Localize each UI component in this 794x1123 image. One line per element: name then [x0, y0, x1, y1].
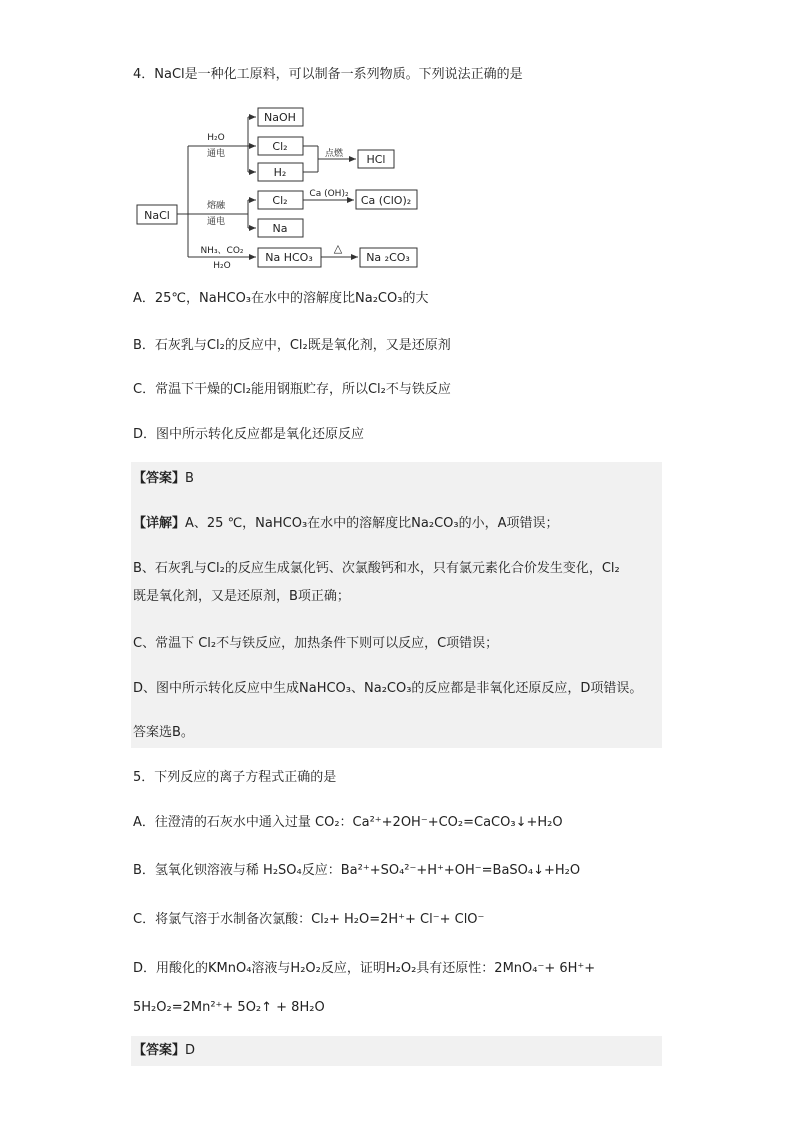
q5-answer-label: 【答案】 — [133, 1043, 186, 1058]
q5-option-d1: D．用酸化的KMnO₄溶液与H₂O₂反应，证明H₂O₂具有还原性：2MnO₄⁻+ 6H⁺+ — [133, 961, 596, 976]
q4-option-b: B．石灰乳与Cl₂的反应中，Cl₂既是氧化剂，又是还原剂 — [133, 338, 451, 353]
cond2-bottom: 通电 — [206, 217, 226, 227]
hcl-label: HCl — [366, 153, 386, 166]
q5-answer — [133, 1042, 195, 1060]
cond3-bottom: H₂O — [213, 261, 231, 271]
reaction-diagram — [0, 0, 794, 300]
q5-option-b: B．氢氧化钡溶液与稀 H₂SO₄反应：Ba²⁺+SO₄²⁻+H⁺+OH⁻=BaSO₄↓+H₂O — [133, 863, 581, 878]
cond3-top: NH₃、CO₂ — [200, 246, 244, 256]
ignite-label: 点燃 — [324, 149, 344, 159]
naoh-label: NaOH — [264, 111, 296, 124]
q5-option-c: C．将氯气溶于水制备次氯酸：Cl₂+ H₂O=2H⁺+ Cl⁻+ ClO⁻ — [133, 912, 485, 927]
cond1-bottom: 通电 — [206, 149, 226, 159]
na2co3-label: Na ₂CO₃ — [366, 251, 410, 264]
q4-answer — [133, 470, 194, 488]
answer-value: B — [185, 471, 194, 486]
q4-option-d: D．图中所示转化反应都是氧化还原反应 — [133, 427, 365, 442]
q4-option-a: A．25℃，NaHCO₃在水中的溶解度比Na₂CO₃的大 — [133, 291, 429, 306]
q4-detail-d: D、图中所示转化反应中生成NaHCO₃、Na₂CO₃的反应都是非氧化还原反应，D项错误。 — [133, 681, 643, 696]
answer-label: 【答案】 — [133, 471, 186, 486]
q4-detail-a — [133, 515, 559, 533]
q4-final: 答案选B。 — [133, 725, 194, 740]
q4-option-c: C．常温下干燥的Cl₂能用钢瓶贮存，所以Cl₂不与铁反应 — [133, 382, 451, 397]
na-label: Na — [272, 222, 288, 235]
q4-stem: 4．NaCl是一种化工原料，可以制备一系列物质。下列说法正确的是 — [133, 67, 523, 82]
q5-answer-block — [131, 1036, 662, 1066]
cond2-top: 熔融 — [206, 201, 226, 211]
cl2-label-b: Cl₂ — [272, 194, 288, 207]
q4-detail-c: C、常温下 Cl₂不与铁反应，加热条件下则可以反应，C项错误； — [133, 636, 499, 651]
q5-stem: 5．下列反应的离子方程式正确的是 — [133, 770, 337, 785]
q4-detail-b1: B、石灰乳与Cl₂的反应生成氯化钙、次氯酸钙和水，只有氯元素化合价发生变化，Cl₂ — [133, 561, 620, 576]
q5-answer-value: D — [185, 1043, 196, 1058]
nahco3-label: Na HCO₃ — [265, 251, 313, 264]
heat-label: △ — [333, 242, 343, 255]
caoh2-label: Ca (OH)₂ — [309, 189, 349, 199]
detail-a-text: A、25 ℃，NaHCO₃在水中的溶解度比Na₂CO₃的小，A项错误； — [185, 516, 559, 531]
q4-detail-b2: 既是氧化剂，又是还原剂，B项正确； — [133, 589, 350, 604]
cond1-top: H₂O — [207, 133, 225, 143]
caclo2-label: Ca (ClO)₂ — [360, 194, 412, 207]
q5-option-d2: 5H₂O₂=2Mn²⁺+ 5O₂↑ + 8H₂O — [133, 1000, 325, 1015]
h2-label: H₂ — [273, 166, 287, 179]
nacl-label: NaCl — [144, 209, 170, 222]
q5-option-a: A．往澄清的石灰水中通入过量 CO₂：Ca²⁺+2OH⁻+CO₂=CaCO₃↓+H₂O — [133, 815, 563, 830]
cl2-label-a: Cl₂ — [272, 140, 288, 153]
detail-label: 【详解】 — [133, 516, 186, 531]
